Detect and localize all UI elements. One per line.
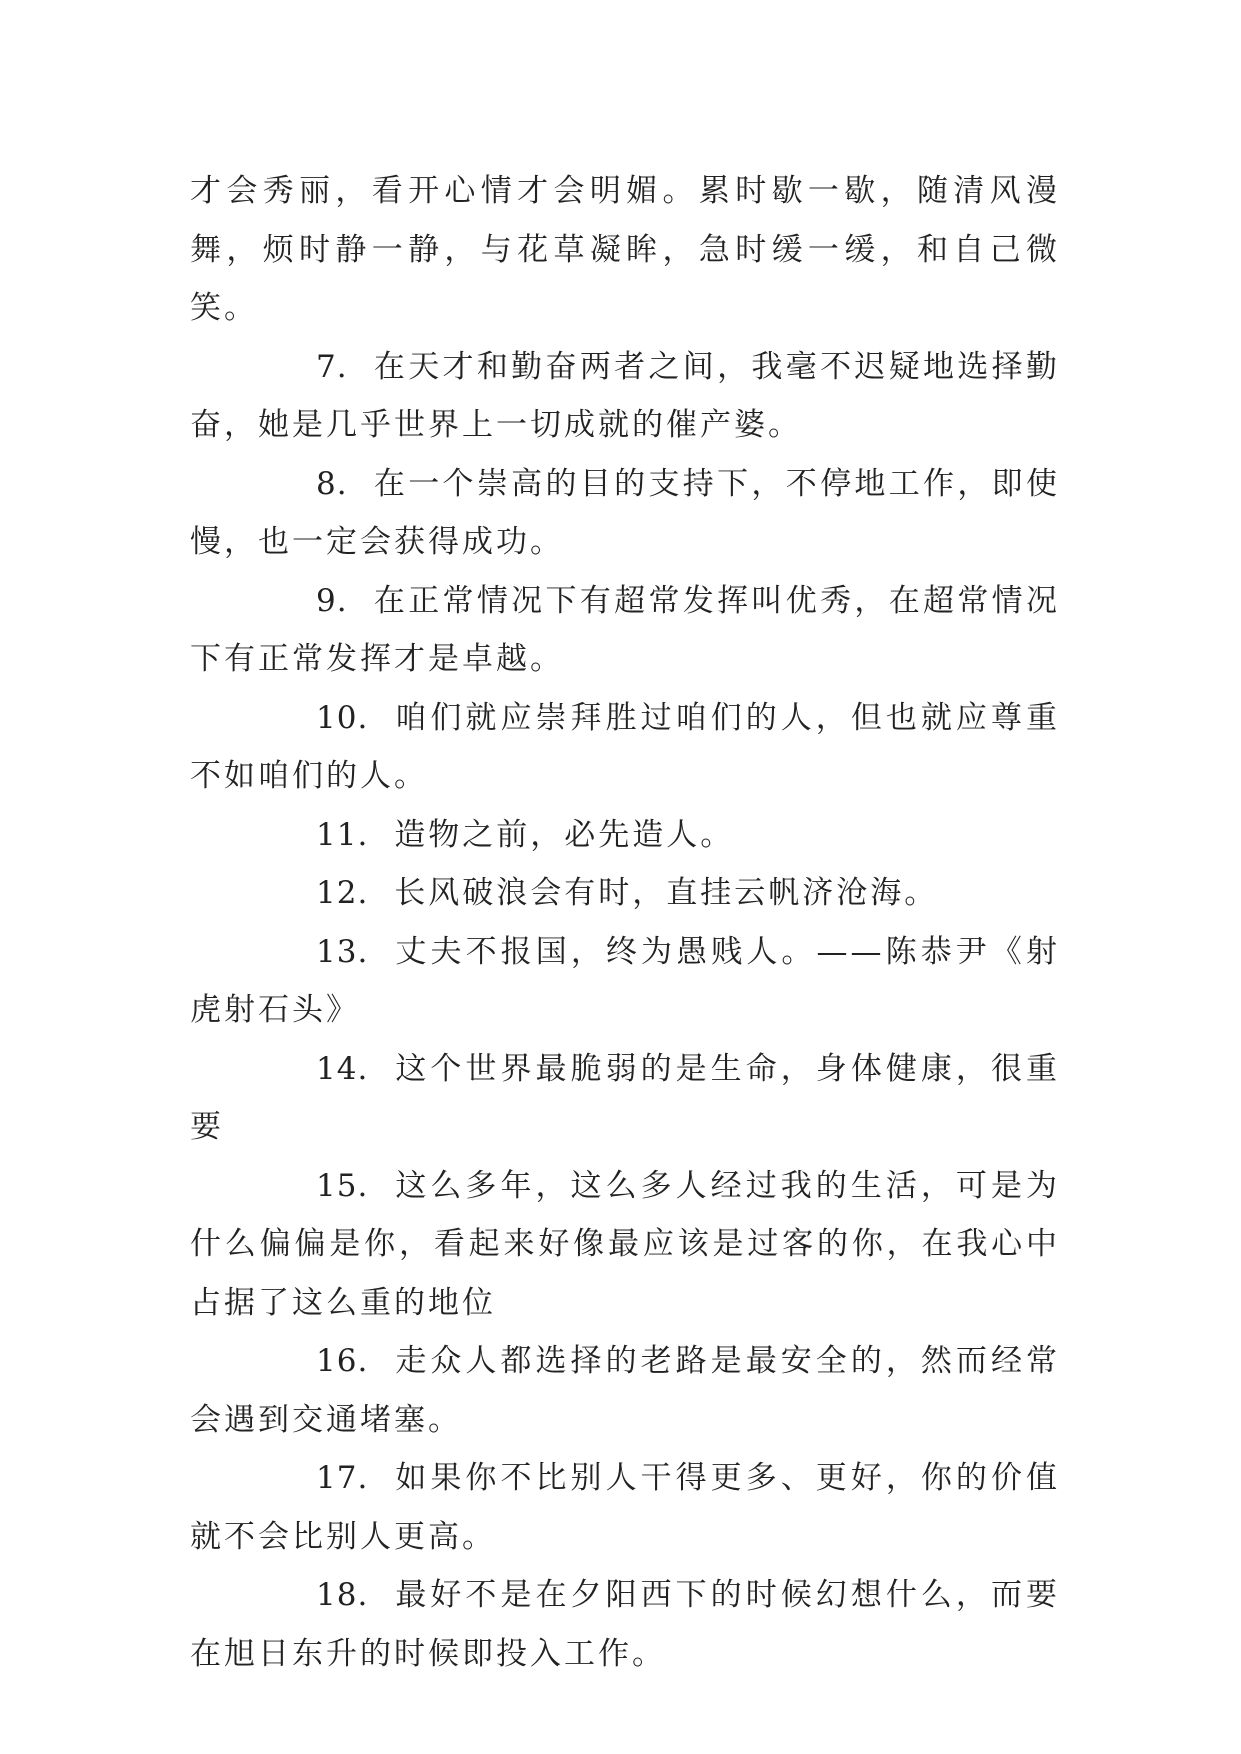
item-number: 8.: [316, 465, 348, 502]
list-item: [190, 689, 1060, 806]
list-item: [190, 1332, 1060, 1449]
item-text: 长风破浪会有时，直挂云帆济沧海。: [394, 875, 939, 911]
item-number: 10.: [316, 699, 369, 736]
item-number: 16.: [316, 1343, 369, 1379]
item-number: 13.: [316, 933, 369, 970]
list-item: [190, 338, 1060, 455]
item-text: 在天才和勤奋两者之间，我毫不迟疑地选择勤奋，她是几乎世界上一切成就的催产婆。: [190, 348, 1060, 443]
item-text: 在正常情况下有超常发挥叫优秀，在超常情况下有正常发挥才是卓越。: [190, 582, 1060, 677]
list-item: [190, 1566, 1060, 1683]
item-text: 最好不是在夕阳西下的时候幻想什么，而要在旭日东升的时候即投入工作。: [190, 1577, 1060, 1672]
document-body: [190, 162, 1060, 1683]
list-item: [190, 864, 1060, 923]
item-number: 7.: [316, 348, 348, 385]
list-item: [190, 1449, 1060, 1566]
list-item: [190, 455, 1060, 572]
item-number: 18.: [316, 1577, 369, 1613]
item-text: 这么多年，这么多人经过我的生活，可是为什么偏偏是你，看起来好像最应该是过客的你，在我心中占据了这么重的地位: [190, 1167, 1060, 1321]
item-text: 走众人都选择的老路是最安全的，然而经常会遇到交通堵塞。: [190, 1343, 1060, 1438]
item-number: 15.: [316, 1167, 369, 1204]
item-text: 这个世界最脆弱的是生命，身体健康，很重要: [190, 1050, 1060, 1145]
list-item: [190, 923, 1060, 1040]
continuation-paragraph: 才会秀丽，看开心情才会明媚。累时歇一歇，随清风漫舞，烦时静一静，与花草凝眸，急时缓一缓，和自己微笑。: [190, 173, 1060, 326]
item-text: 如果你不比别人干得更多、更好，你的价值就不会比别人更高。: [190, 1460, 1060, 1555]
item-number: 14.: [316, 1050, 369, 1087]
item-number: 9.: [316, 582, 348, 619]
item-text: 咱们就应崇拜胜过咱们的人，但也就应尊重不如咱们的人。: [190, 699, 1060, 794]
item-text: 造物之前，必先造人。: [394, 816, 735, 853]
item-text: 在一个崇高的目的支持下，不停地工作，即使慢，也一定会获得成功。: [190, 465, 1060, 560]
item-text: 丈夫不报国，终为愚贱人。——陈恭尹《射虎射石头》: [190, 933, 1060, 1028]
item-number: 12.: [316, 875, 369, 911]
list-item: [190, 806, 1060, 865]
list-item: [190, 572, 1060, 689]
list-item: [190, 1157, 1060, 1333]
item-number: 17.: [316, 1460, 369, 1496]
item-number: 11.: [316, 816, 369, 853]
list-item: [190, 1040, 1060, 1157]
